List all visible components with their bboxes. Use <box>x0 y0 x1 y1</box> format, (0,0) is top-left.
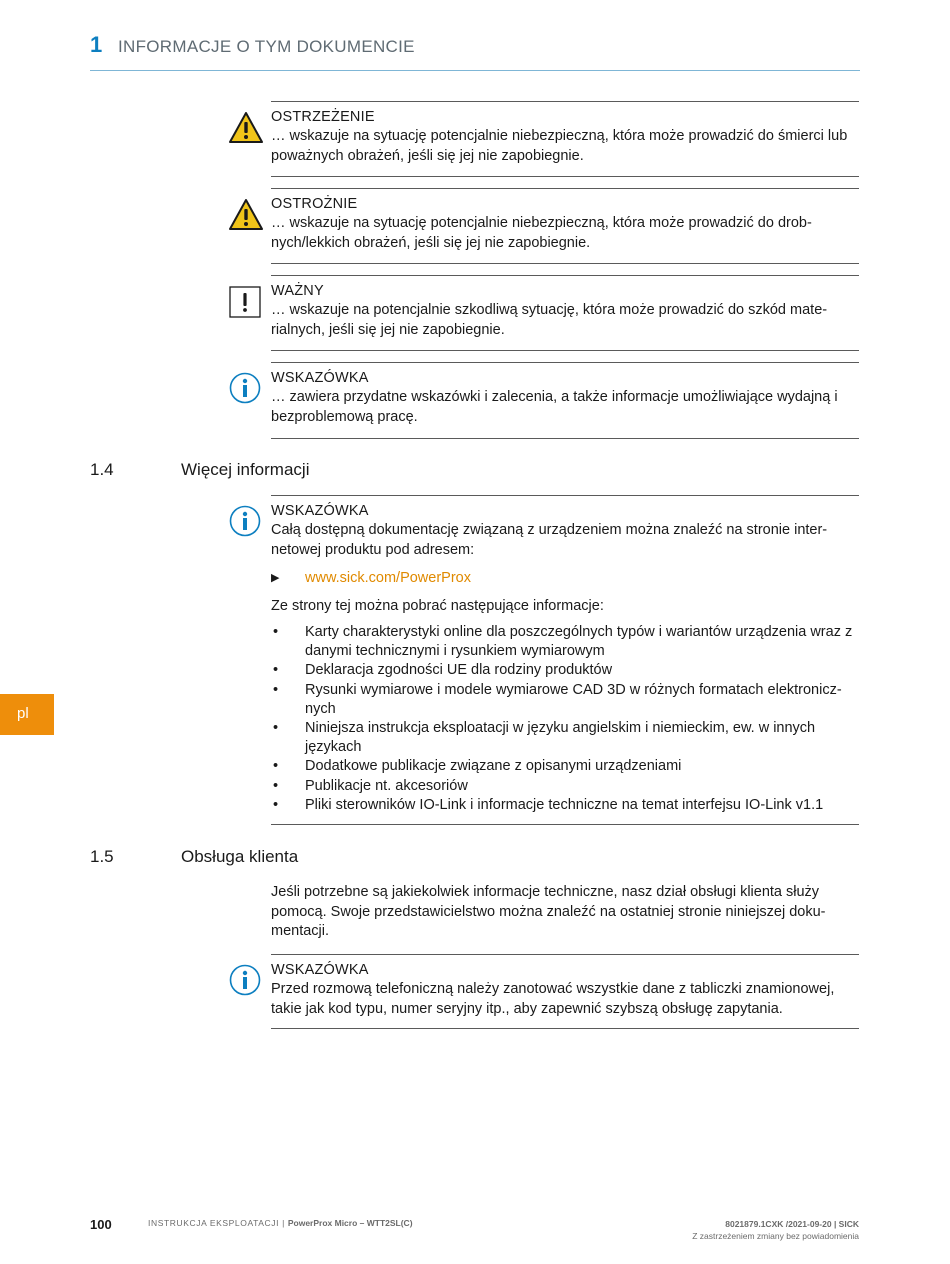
info-circle-icon <box>228 963 264 999</box>
notice-more-info <box>271 495 859 825</box>
footer-doc-info <box>692 1218 859 1242</box>
notice-text: … zawiera przydatne wskazówki i zalecenia, a także informacje umożliwiające wydajną i bezproblemową pracę. <box>271 389 838 425</box>
section-title: Więcej informacji <box>181 460 310 479</box>
notice-title: WAŻNY <box>271 283 324 299</box>
list-item: • Dodatkowe publikacje związane z opisanymi urządzeniami <box>271 757 859 776</box>
page-number: 100 <box>90 1217 112 1232</box>
notice-warning <box>271 101 859 177</box>
info-circle-icon <box>228 504 264 540</box>
download-list <box>271 623 859 815</box>
notice-hint <box>271 362 859 439</box>
link-row <box>271 569 859 589</box>
warning-triangle-icon <box>228 110 264 146</box>
doc-type: INSTRUKCJA EKSPLOATACJI <box>148 1218 280 1228</box>
notice-text: … wskazuje na potencjalnie szkodliwą sytuację, która może prowadzić do szkód mate-rialnych, jeśli się jej nie zapobiegnie. <box>271 302 828 338</box>
section-number: 1.5 <box>90 847 114 866</box>
customer-service-text: Jeśli potrzebne są jakiekolwiek informacje techniczne, nasz dział obsługi klienta służy pomocą. Swoje przedstawicielstwo można znaleźć na ostatniej stronie niniejszej doku-mentacji. <box>271 884 826 939</box>
notice-title: WSKAZÓWKA <box>271 503 369 519</box>
warning-triangle-icon <box>228 197 264 233</box>
chapter-number: 1 <box>90 32 103 57</box>
notice-customer-service <box>271 954 859 1029</box>
section-number: 1.4 <box>90 460 114 479</box>
download-intro: Ze strony tej można pobrać następujące informacje: <box>271 597 604 614</box>
product-page-link[interactable]: www.sick.com/PowerProx <box>305 570 471 586</box>
notice-text: … wskazuje na sytuację potencjalnie niebezpieczną, która może prowadzić do drob-nych/lekkich obrażeń, jeśli się jej nie zapobiegnie. <box>271 215 812 251</box>
footer-separator: | <box>279 1218 288 1228</box>
arrow-right-icon: ▶ <box>271 572 280 584</box>
chapter-title: INFORMACJE O TYM DOKUMENCIE <box>118 37 415 56</box>
notice-caution <box>271 188 859 264</box>
list-item: • Publikacje nt. akcesoriów <box>271 777 859 796</box>
notice-title: WSKAZÓWKA <box>271 370 369 386</box>
list-item: • Deklaracja zgodności UE dla rodziny produktów <box>271 661 859 680</box>
list-item: • Niniejsza instrukcja eksploatacji w języku angielskim i niemieckim, ew. w innych językach <box>271 719 859 757</box>
product-name: PowerProx Micro – WTT2SL(C) <box>287 1218 413 1228</box>
notice-important <box>271 275 859 351</box>
list-item: • Karty charakterystyki online dla poszczególnych typów i wariantów urządzenia wraz z danymi technicznymi i rysunkiem wymiarowym <box>271 623 859 661</box>
notice-title: WSKAZÓWKA <box>271 962 369 978</box>
exclamation-box-icon <box>228 285 264 321</box>
info-circle-icon <box>228 371 264 407</box>
section-title: Obsługa klienta <box>181 847 299 866</box>
list-item: • Rysunki wymiarowe i modele wymiarowe CAD 3D w różnych formatach elektronicz-nych <box>271 681 859 719</box>
notice-text: Przed rozmową telefoniczną należy zanotować wszystkie dane z tabliczki znamionowej, takie jak kod typu, numer seryjny itp., aby zapewnić szybszą obsługę zapytania. <box>271 981 835 1017</box>
notice-text: … wskazuje na sytuację potencjalnie niebezpieczną, która może prowadzić do śmierci lub poważnych obrażeń, jeśli się jej nie zapobiegnie. <box>271 128 848 164</box>
language-tab <box>0 694 54 735</box>
notice-title: OSTRZEŻENIE <box>271 109 375 125</box>
footer-doc-title <box>148 1218 413 1228</box>
language-code: pl <box>17 705 29 722</box>
notice-title: OSTROŻNIE <box>271 196 358 212</box>
doc-id: 8021879.1CXK /2021-09-20 | SICK <box>725 1219 859 1229</box>
chapter-header <box>90 32 860 71</box>
notice-intro: Całą dostępną dokumentację związaną z urządzeniem można znaleźć na stronie inter-netowej produktu pod adresem: <box>271 522 828 558</box>
list-item: • Pliki sterowników IO-Link i informacje techniczne na temat interfejsu IO-Link v1.1 <box>271 796 859 815</box>
disclaimer: Z zastrzeżeniem zmiany bez powiadomienia <box>692 1231 859 1241</box>
